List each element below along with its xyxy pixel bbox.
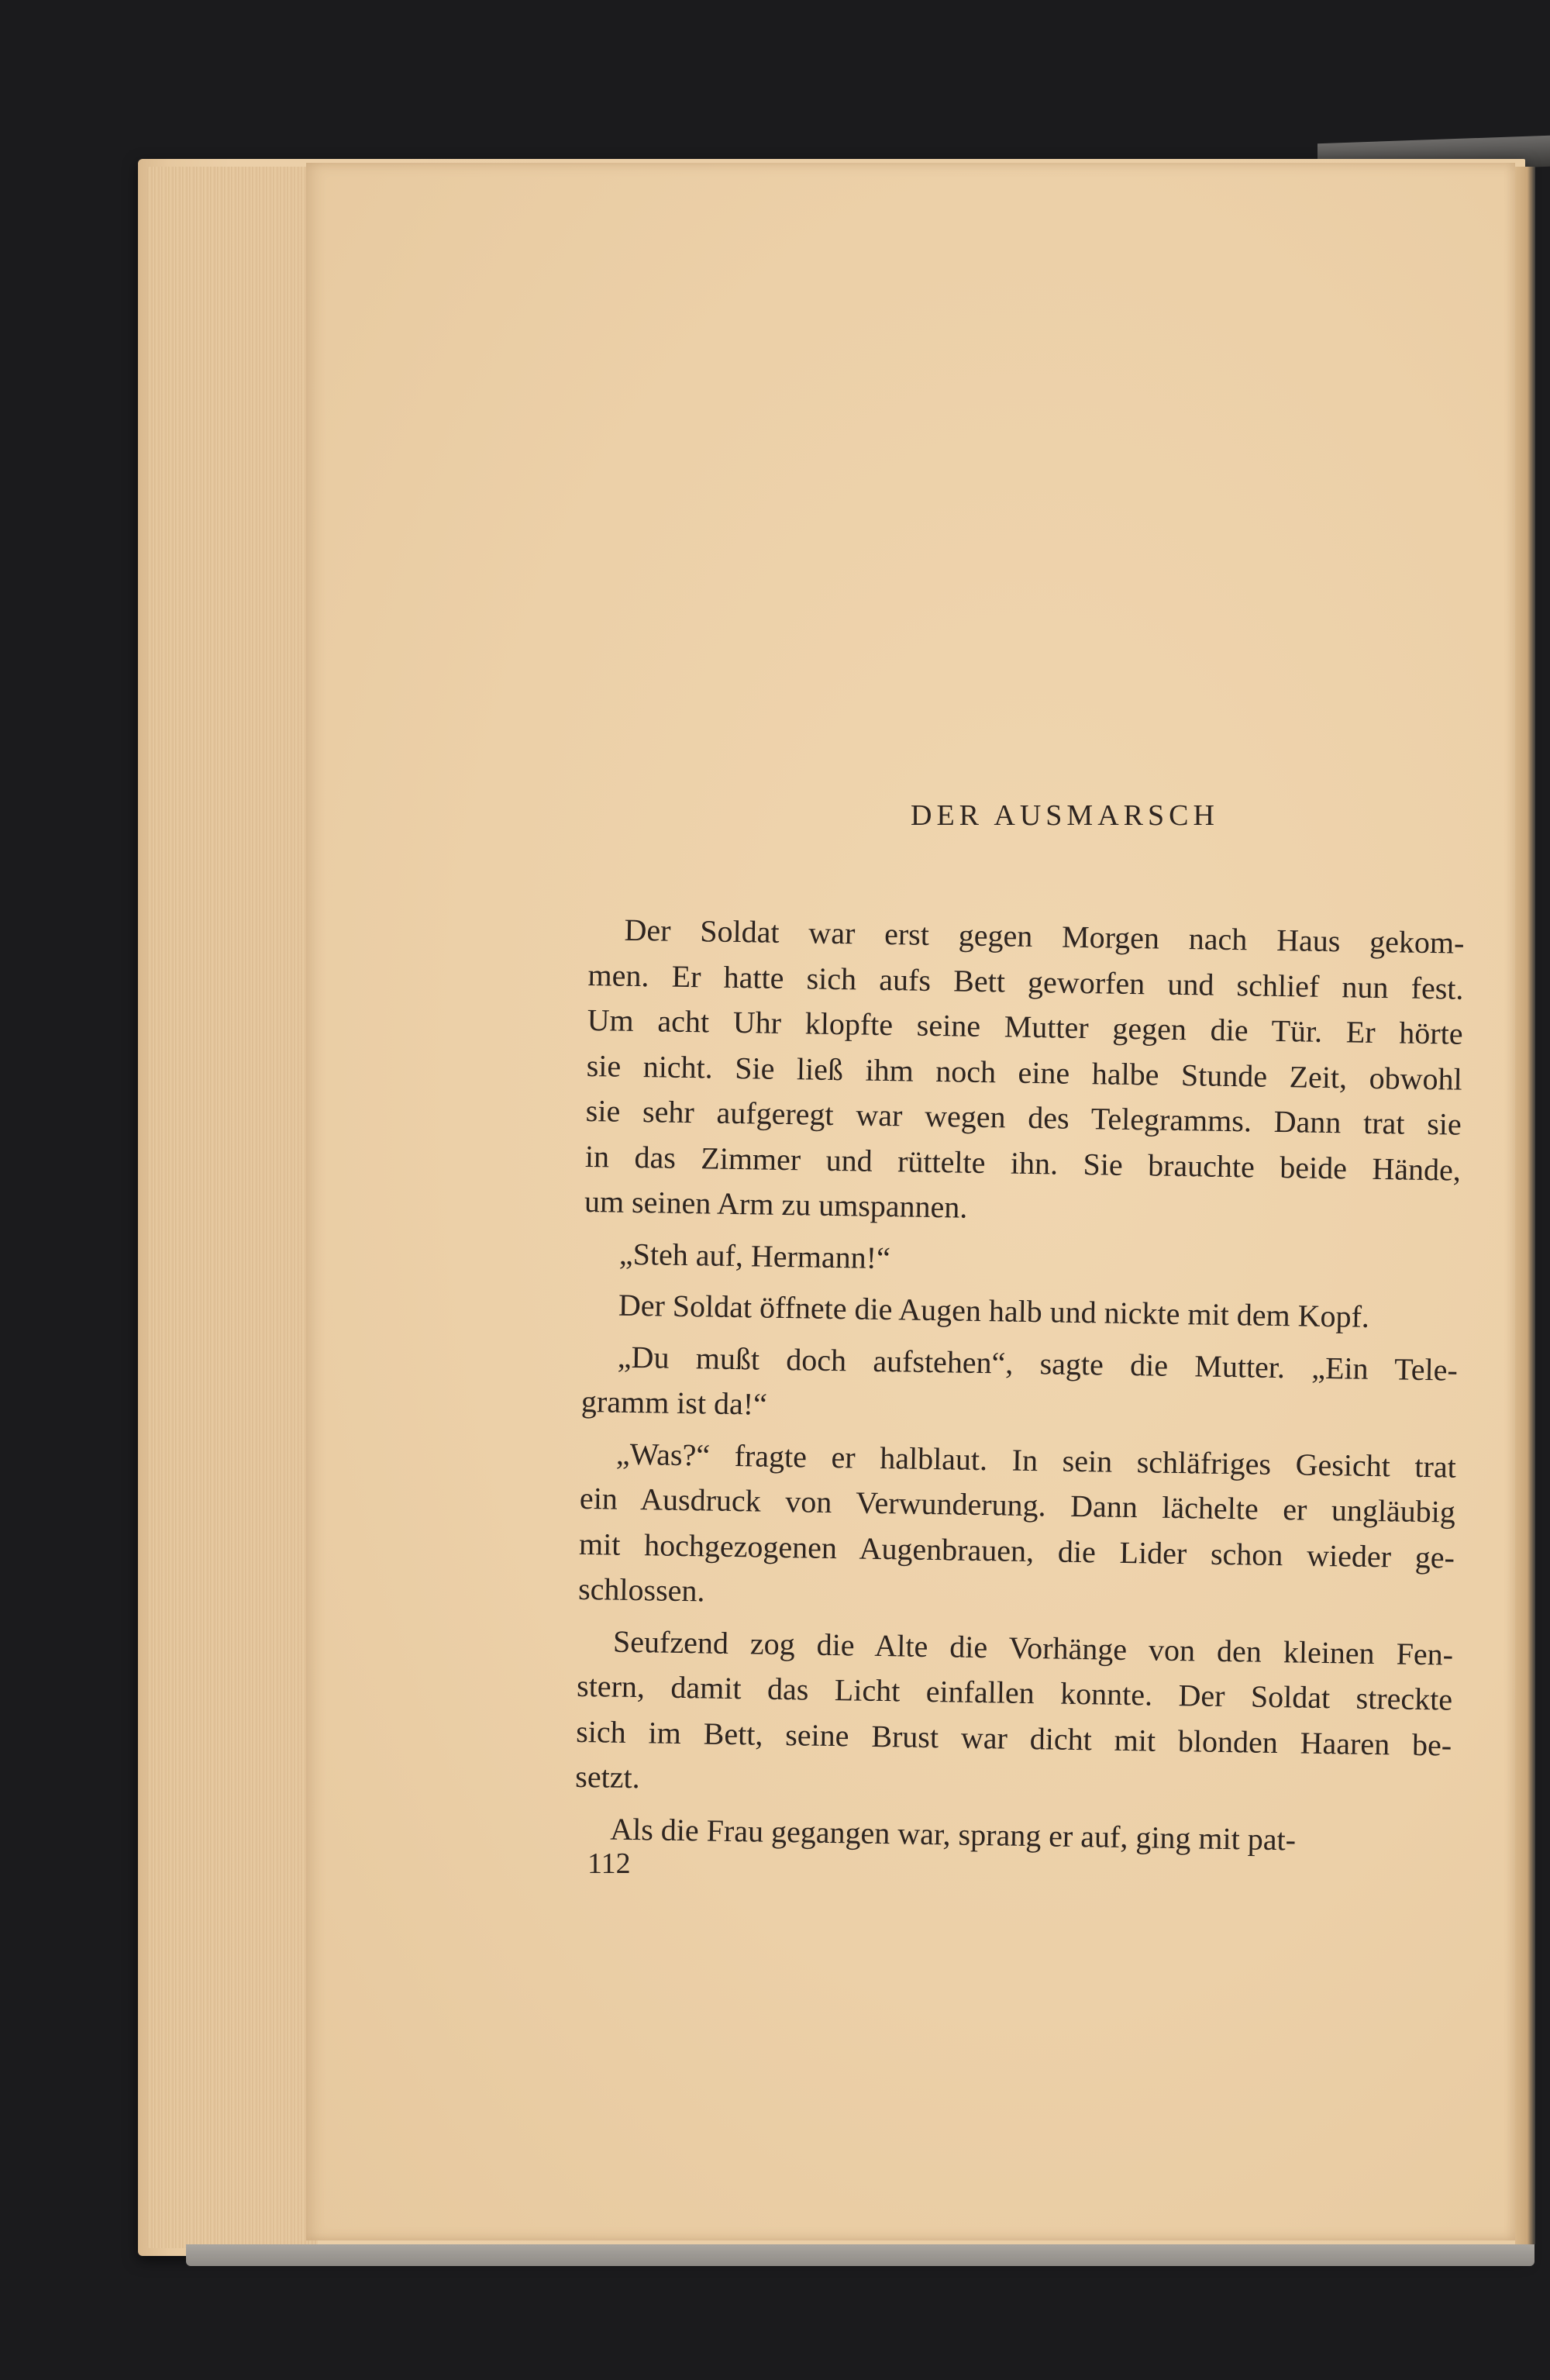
text-line: „Du mußt doch aufstehen“, sagte die Mutter. „Ein Tele- [617, 1339, 1459, 1388]
text-line: Seufzend zog die Alte die Vorhänge von den kleinen Fen- [612, 1623, 1454, 1672]
text-line: in das Zimmer und rüttelte ihn. Sie brauchte beide Hände, [584, 1138, 1462, 1188]
page-edges [147, 167, 318, 2248]
text-line: mit hochgezogenen Augenbrauen, die Lider schon wieder ge- [578, 1526, 1455, 1575]
text-line: ein Ausdruck von Verwunderung. Dann lächelte er ungläubig [579, 1480, 1456, 1530]
text-line: stern, damit das Licht einfallen konnte. Der Soldat streckte [576, 1668, 1453, 1717]
text-line: sie nicht. Sie ließ ihm noch eine halbe Stunde Zeit, obwohl [586, 1047, 1463, 1097]
body-text [574, 907, 1465, 1865]
book-cover-edge [186, 2244, 1534, 2266]
text-line: Als die Frau gegangen war, sprang er auf, ging mit pat- [609, 1811, 1297, 1857]
text-line: men. Er hatte sich aufs Bett geworfen und schlief nun fest. [587, 957, 1464, 1006]
paragraph [578, 1430, 1457, 1626]
text-line: schlossen. [577, 1571, 705, 1609]
text-line: sie sehr aufgeregt war wegen des Telegramms. Dann trat sie [585, 1092, 1462, 1142]
page-right-edge [1515, 167, 1535, 2244]
text-line: gramm ist da!“ [580, 1383, 768, 1422]
text-line: Der Soldat öffnete die Augen halb und nickte mit dem Kopf. [618, 1287, 1370, 1334]
text-line: „Steh auf, Hermann!“ [618, 1236, 891, 1275]
text-line: setzt. [575, 1758, 641, 1795]
paragraph [584, 907, 1465, 1238]
text-line: um seinen Arm zu umspannen. [584, 1183, 968, 1225]
text-line: „Was?“ fragte er halblaut. In sein schläfriges Gesicht trat [615, 1436, 1457, 1485]
page-number: 112 [587, 1847, 631, 1880]
paragraph [575, 1618, 1454, 1813]
chapter-title: DER AUSMARSCH [911, 799, 1219, 832]
paragraph [581, 1333, 1459, 1438]
text-line: sich im Bett, seine Brust war dicht mit blonden Haaren be- [575, 1713, 1452, 1763]
text-line: Um acht Uhr klopfte seine Mutter gegen die Tür. Er hörte [587, 1002, 1463, 1051]
text-line: Der Soldat war erst gegen Morgen nach Haus gekom- [624, 912, 1465, 961]
